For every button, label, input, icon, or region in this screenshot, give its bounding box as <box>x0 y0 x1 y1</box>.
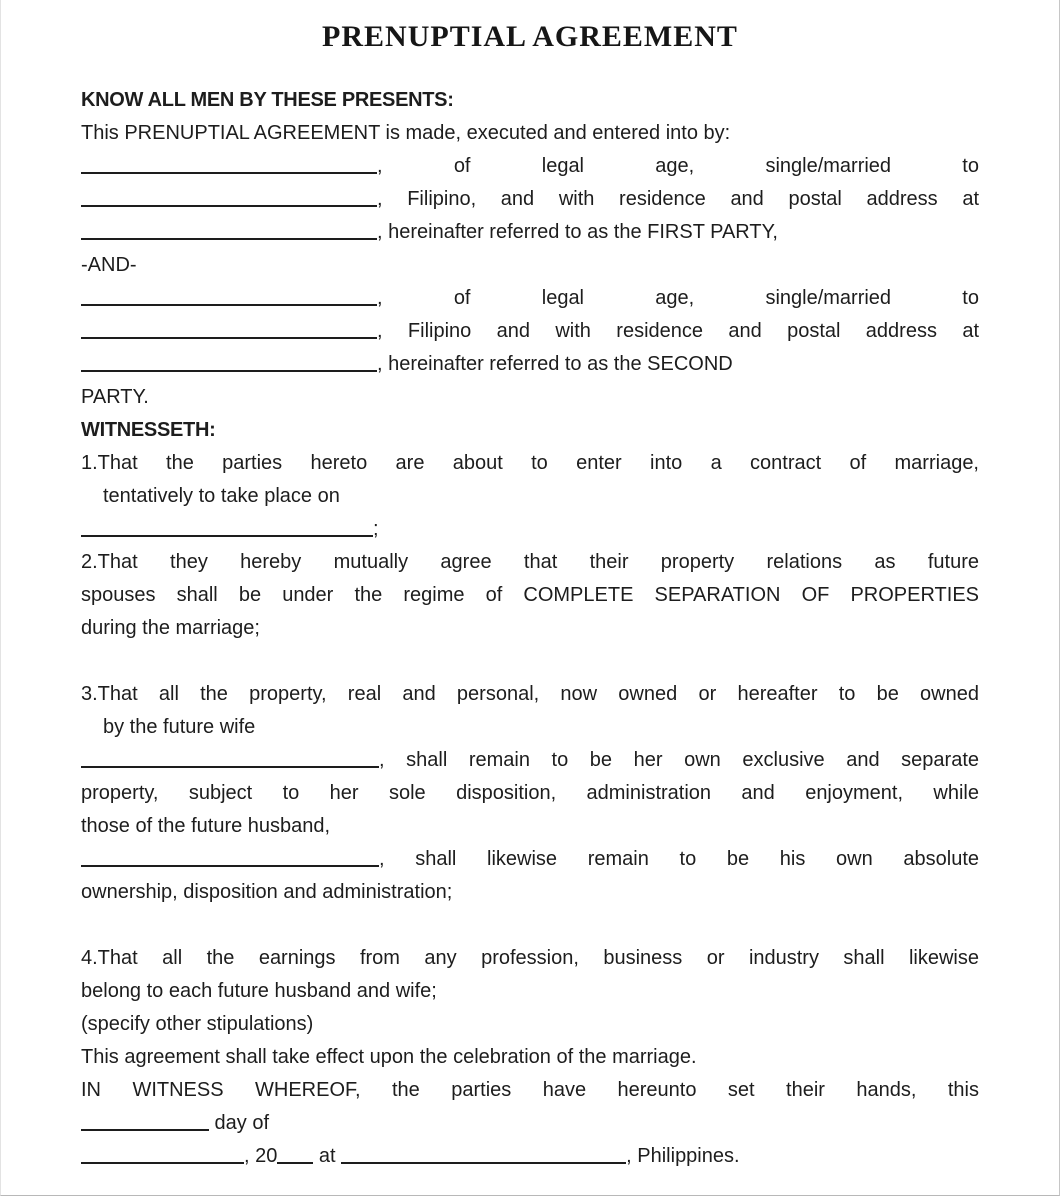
text-segment: -AND- <box>81 254 137 276</box>
intro-line <box>81 117 979 150</box>
text-segment: WITNESSETH: <box>81 419 216 441</box>
presents-heading <box>81 84 979 117</box>
clause-1-date-blank <box>81 513 979 546</box>
text-segment: This agreement shall take effect upon the celebration of the marriage. <box>81 1046 697 1068</box>
text-segment: by the future wife <box>103 716 256 738</box>
paragraph-spacer-1 <box>81 645 979 678</box>
text-segment: , Filipino and with residence and postal address at <box>377 320 979 342</box>
text-segment: 1.That the parties hereto are about to enter into a contract of marriage, <box>81 452 979 474</box>
text-segment: , Philippines. <box>626 1145 740 1167</box>
clause-1-line-2 <box>81 480 979 513</box>
clause-3-line-4 <box>81 777 979 810</box>
text-segment: PARTY. <box>81 386 149 408</box>
fill-in-blank <box>81 751 379 768</box>
text-segment: those of the future husband, <box>81 815 331 837</box>
fill-in-blank <box>81 289 377 306</box>
text-segment: tentatively to take place on <box>103 485 340 507</box>
clause-3-line-5 <box>81 810 979 843</box>
fill-in-blank <box>81 1147 244 1164</box>
text-segment: , shall remain to be her own exclusive and separate <box>379 749 979 771</box>
clause-3-line-7 <box>81 876 979 909</box>
text-segment: This PRENUPTIAL AGREEMENT is made, executed and entered into by: <box>81 122 731 144</box>
witness-line <box>81 1074 979 1107</box>
clause-4-line-2 <box>81 975 979 1008</box>
clause-1-line-1 <box>81 447 979 480</box>
paragraph-spacer-2 <box>81 909 979 942</box>
document-body <box>81 84 979 1173</box>
fill-in-blank <box>81 223 377 240</box>
text-segment: IN WITNESS WHEREOF, the parties have hereunto set their hands, this <box>81 1079 979 1101</box>
date-line-1 <box>81 1107 979 1140</box>
text-segment: KNOW ALL MEN BY THESE PRESENTS: <box>81 89 454 111</box>
effect-line <box>81 1041 979 1074</box>
clause-4-line-1 <box>81 942 979 975</box>
fill-in-blank <box>81 850 379 867</box>
clause-2-line-1 <box>81 546 979 579</box>
fill-in-blank <box>81 1114 209 1131</box>
clause-3-line-2 <box>81 711 979 744</box>
fill-in-blank <box>81 520 373 537</box>
second-party-line-2 <box>81 315 979 348</box>
text-segment: 2.That they hereby mutually agree that their property relations as future <box>81 551 979 573</box>
text-segment: spouses shall be under the regime of COMPLETE SEPARATION OF PROPERTIES <box>81 584 979 606</box>
witnesseth-heading <box>81 414 979 447</box>
document-title: PRENUPTIAL AGREEMENT <box>322 20 738 53</box>
fill-in-blank <box>277 1147 313 1164</box>
text-segment: during the marriage; <box>81 617 260 639</box>
clause-2-line-2 <box>81 579 979 612</box>
text-segment: , 20 <box>244 1145 278 1167</box>
second-party-line-1 <box>81 282 979 315</box>
text-segment: property, subject to her sole disposition, administration and enjoyment, while <box>81 782 979 804</box>
first-party-line-1 <box>81 150 979 183</box>
text-segment: , shall likewise remain to be his own absolute <box>379 848 979 870</box>
clause-3-line-3 <box>81 744 979 777</box>
second-party-line-3 <box>81 348 979 381</box>
text-segment: 4.That all the earnings from any profession, business or industry shall likewise <box>81 947 979 969</box>
fill-in-blank <box>341 1147 626 1164</box>
text-segment: day of <box>209 1112 270 1134</box>
text-segment: , of legal age, single/married to <box>377 155 979 177</box>
date-line-2 <box>81 1140 979 1173</box>
clause-3-line-1 <box>81 678 979 711</box>
fill-in-blank <box>81 190 377 207</box>
stipulations-note <box>81 1008 979 1041</box>
clause-2-line-3 <box>81 612 979 645</box>
text-segment: , hereinafter referred to as the FIRST PARTY, <box>377 221 778 243</box>
clause-3-line-6 <box>81 843 979 876</box>
second-party-line-4 <box>81 381 979 414</box>
text-segment: ; <box>373 518 379 540</box>
text-segment: ownership, disposition and administration; <box>81 881 453 903</box>
text-segment: , of legal age, single/married to <box>377 287 979 309</box>
fill-in-blank <box>81 322 377 339</box>
fill-in-blank <box>81 157 377 174</box>
first-party-line-3 <box>81 216 979 249</box>
text-segment: 3.That all the property, real and personal, now owned or hereafter to be owned <box>81 683 979 705</box>
text-segment: , hereinafter referred to as the SECOND <box>377 353 733 375</box>
and-separator <box>81 249 979 282</box>
first-party-line-2 <box>81 183 979 216</box>
text-segment: , Filipino, and with residence and postal address at <box>377 188 979 210</box>
text-segment: (specify other stipulations) <box>81 1013 314 1035</box>
fill-in-blank <box>81 355 377 372</box>
text-segment: belong to each future husband and wife; <box>81 980 437 1002</box>
text-segment: at <box>313 1145 342 1167</box>
